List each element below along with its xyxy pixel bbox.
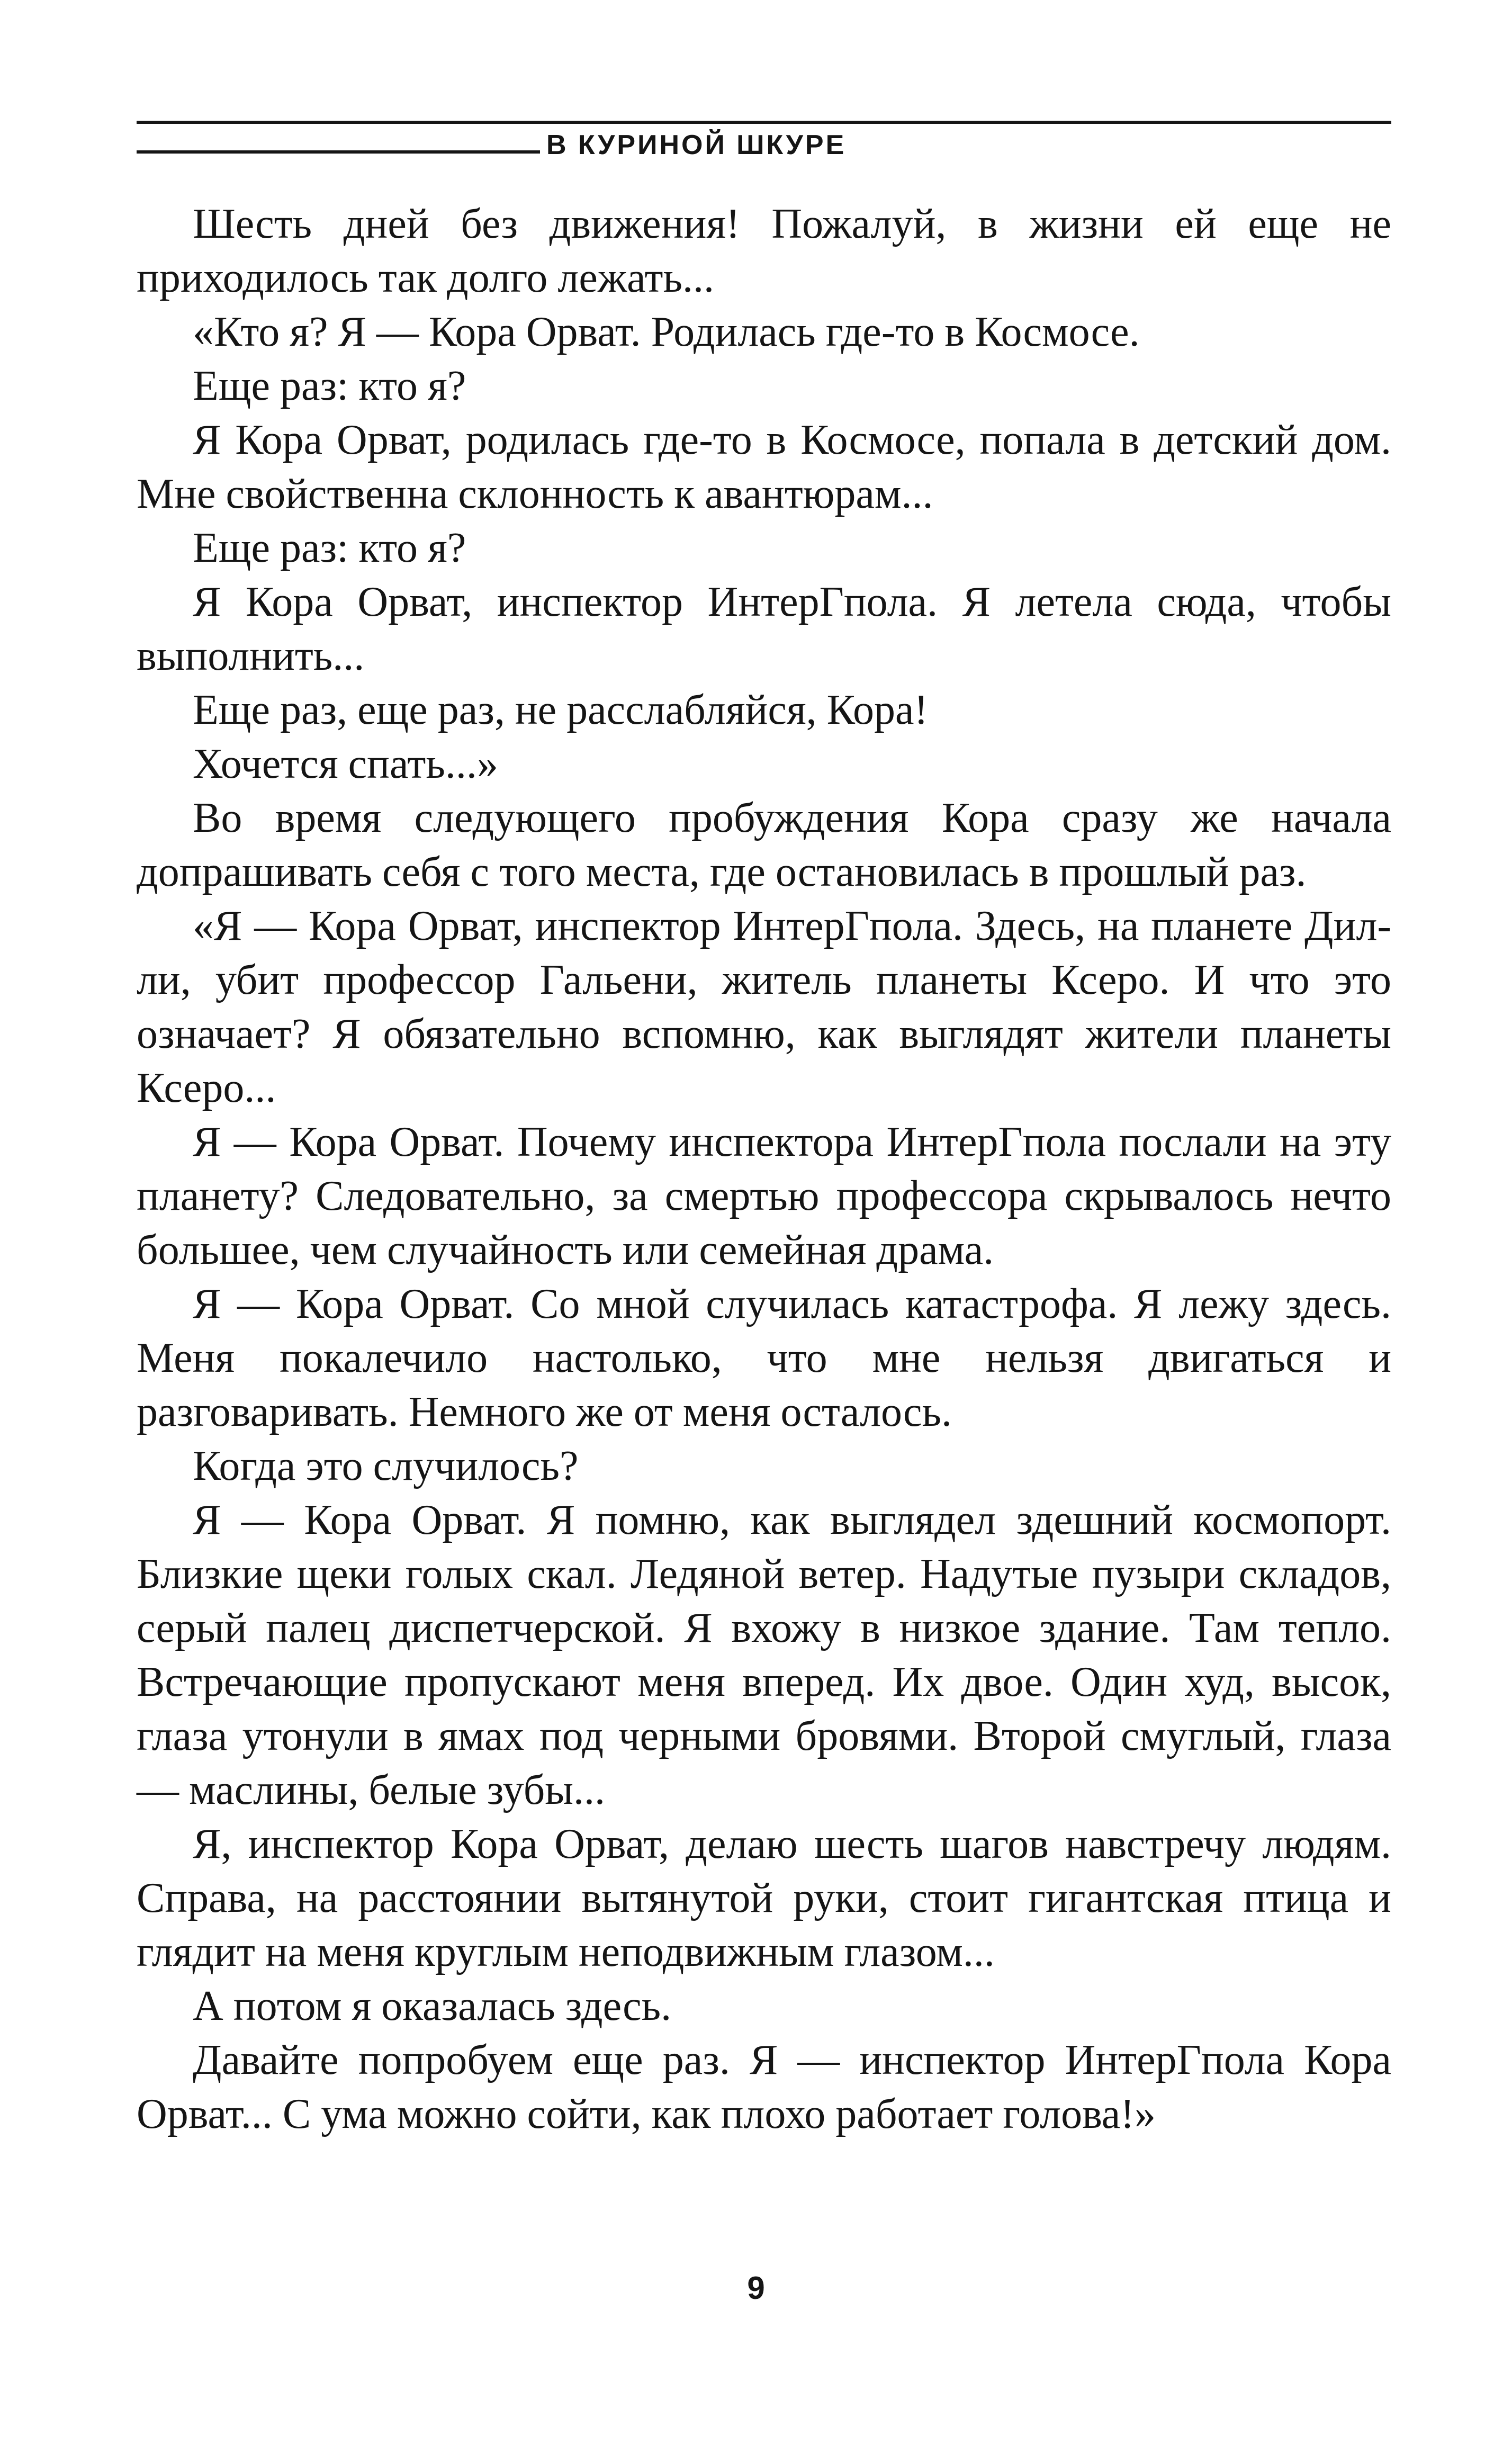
paragraph: Еще раз, еще раз, не расслабляйся, Кора!: [193, 687, 929, 733]
paragraph: Я — Кора Орват. Со мной случилась катастрофа. Я лежу здесь. Меня покалечило настолько, что мне нельзя двигаться и разговаривать. Немного же от меня осталось.: [137, 1281, 1391, 1435]
paragraph: «Кто я? Я — Кора Орват. Родилась где-то в Космосе.: [193, 309, 1140, 355]
paragraph: Когда это случилось?: [193, 1443, 579, 1489]
paragraph: Я, инспектор Кора Орват, делаю шесть шагов навстречу людям. Справа, на расстоянии вытянутой руки, стоит гигантская птица и глядит на меня круглым неподвижным глазом...: [137, 1821, 1391, 1975]
paragraph: Я — Кора Орват. Я помню, как выглядел здешний космопорт. Близкие щеки голых скал. Ледяной ветер. Надутые пузыри складов, серый палец диспетчерской. Я вхожу в низкое здание. Там тепло. Встречающие пропускают меня вперед. Их двое. Один худ, высок, глаза утонули в ямах под черными бровями. Второй смуглый, глаза — маслины, белые зубы...: [137, 1497, 1391, 1813]
paragraph: Я Кора Орват, родилась где-то в Космосе, попала в детский дом. Мне свойственна склонность к авантюрам...: [137, 417, 1391, 517]
paragraph: «Я — Кора Орват, инспектор ИнтерГпола. Здесь, на планете Дил-ли, убит профессор Гальени, житель планеты Ксеро. И что это означает? Я обязательно вспомню, как выглядят жители планеты Ксеро...: [137, 903, 1391, 1111]
page-number: 9: [747, 2270, 765, 2306]
paragraph: Во время следующего пробуждения Кора сразу же начала допрашивать себя с того места, где остановилась в прошлый раз.: [137, 795, 1391, 895]
header-rule-left: [137, 150, 540, 154]
paragraph: А потом я оказалась здесь.: [193, 1983, 672, 2029]
running-title: В КУРИНОЙ ШКУРЕ: [546, 130, 847, 160]
paragraph: Я Кора Орват, инспектор ИнтерГпола. Я летела сюда, чтобы выполнить...: [137, 579, 1391, 679]
header-rule-top: [137, 121, 1391, 124]
text-body: [137, 197, 1391, 2141]
paragraph: Еще раз: кто я?: [193, 363, 466, 409]
paragraph: Шесть дней без движения! Пожалуй, в жизни ей еще не приходилось так долго лежать...: [137, 201, 1391, 301]
paragraph: Еще раз: кто я?: [193, 525, 466, 571]
paragraph: Я — Кора Орват. Почему инспектора ИнтерГпола послали на эту планету? Следовательно, за смертью профессора скрывалось нечто большее, чем случайность или семейная драма.: [137, 1119, 1391, 1273]
running-header: [137, 121, 1391, 163]
paragraph: Хочется спать...»: [193, 741, 498, 787]
paragraph: Давайте попробуем еще раз. Я — инспектор ИнтерГпола Кора Орват... С ума можно сойти, как плохо работает голова!»: [137, 2037, 1391, 2137]
